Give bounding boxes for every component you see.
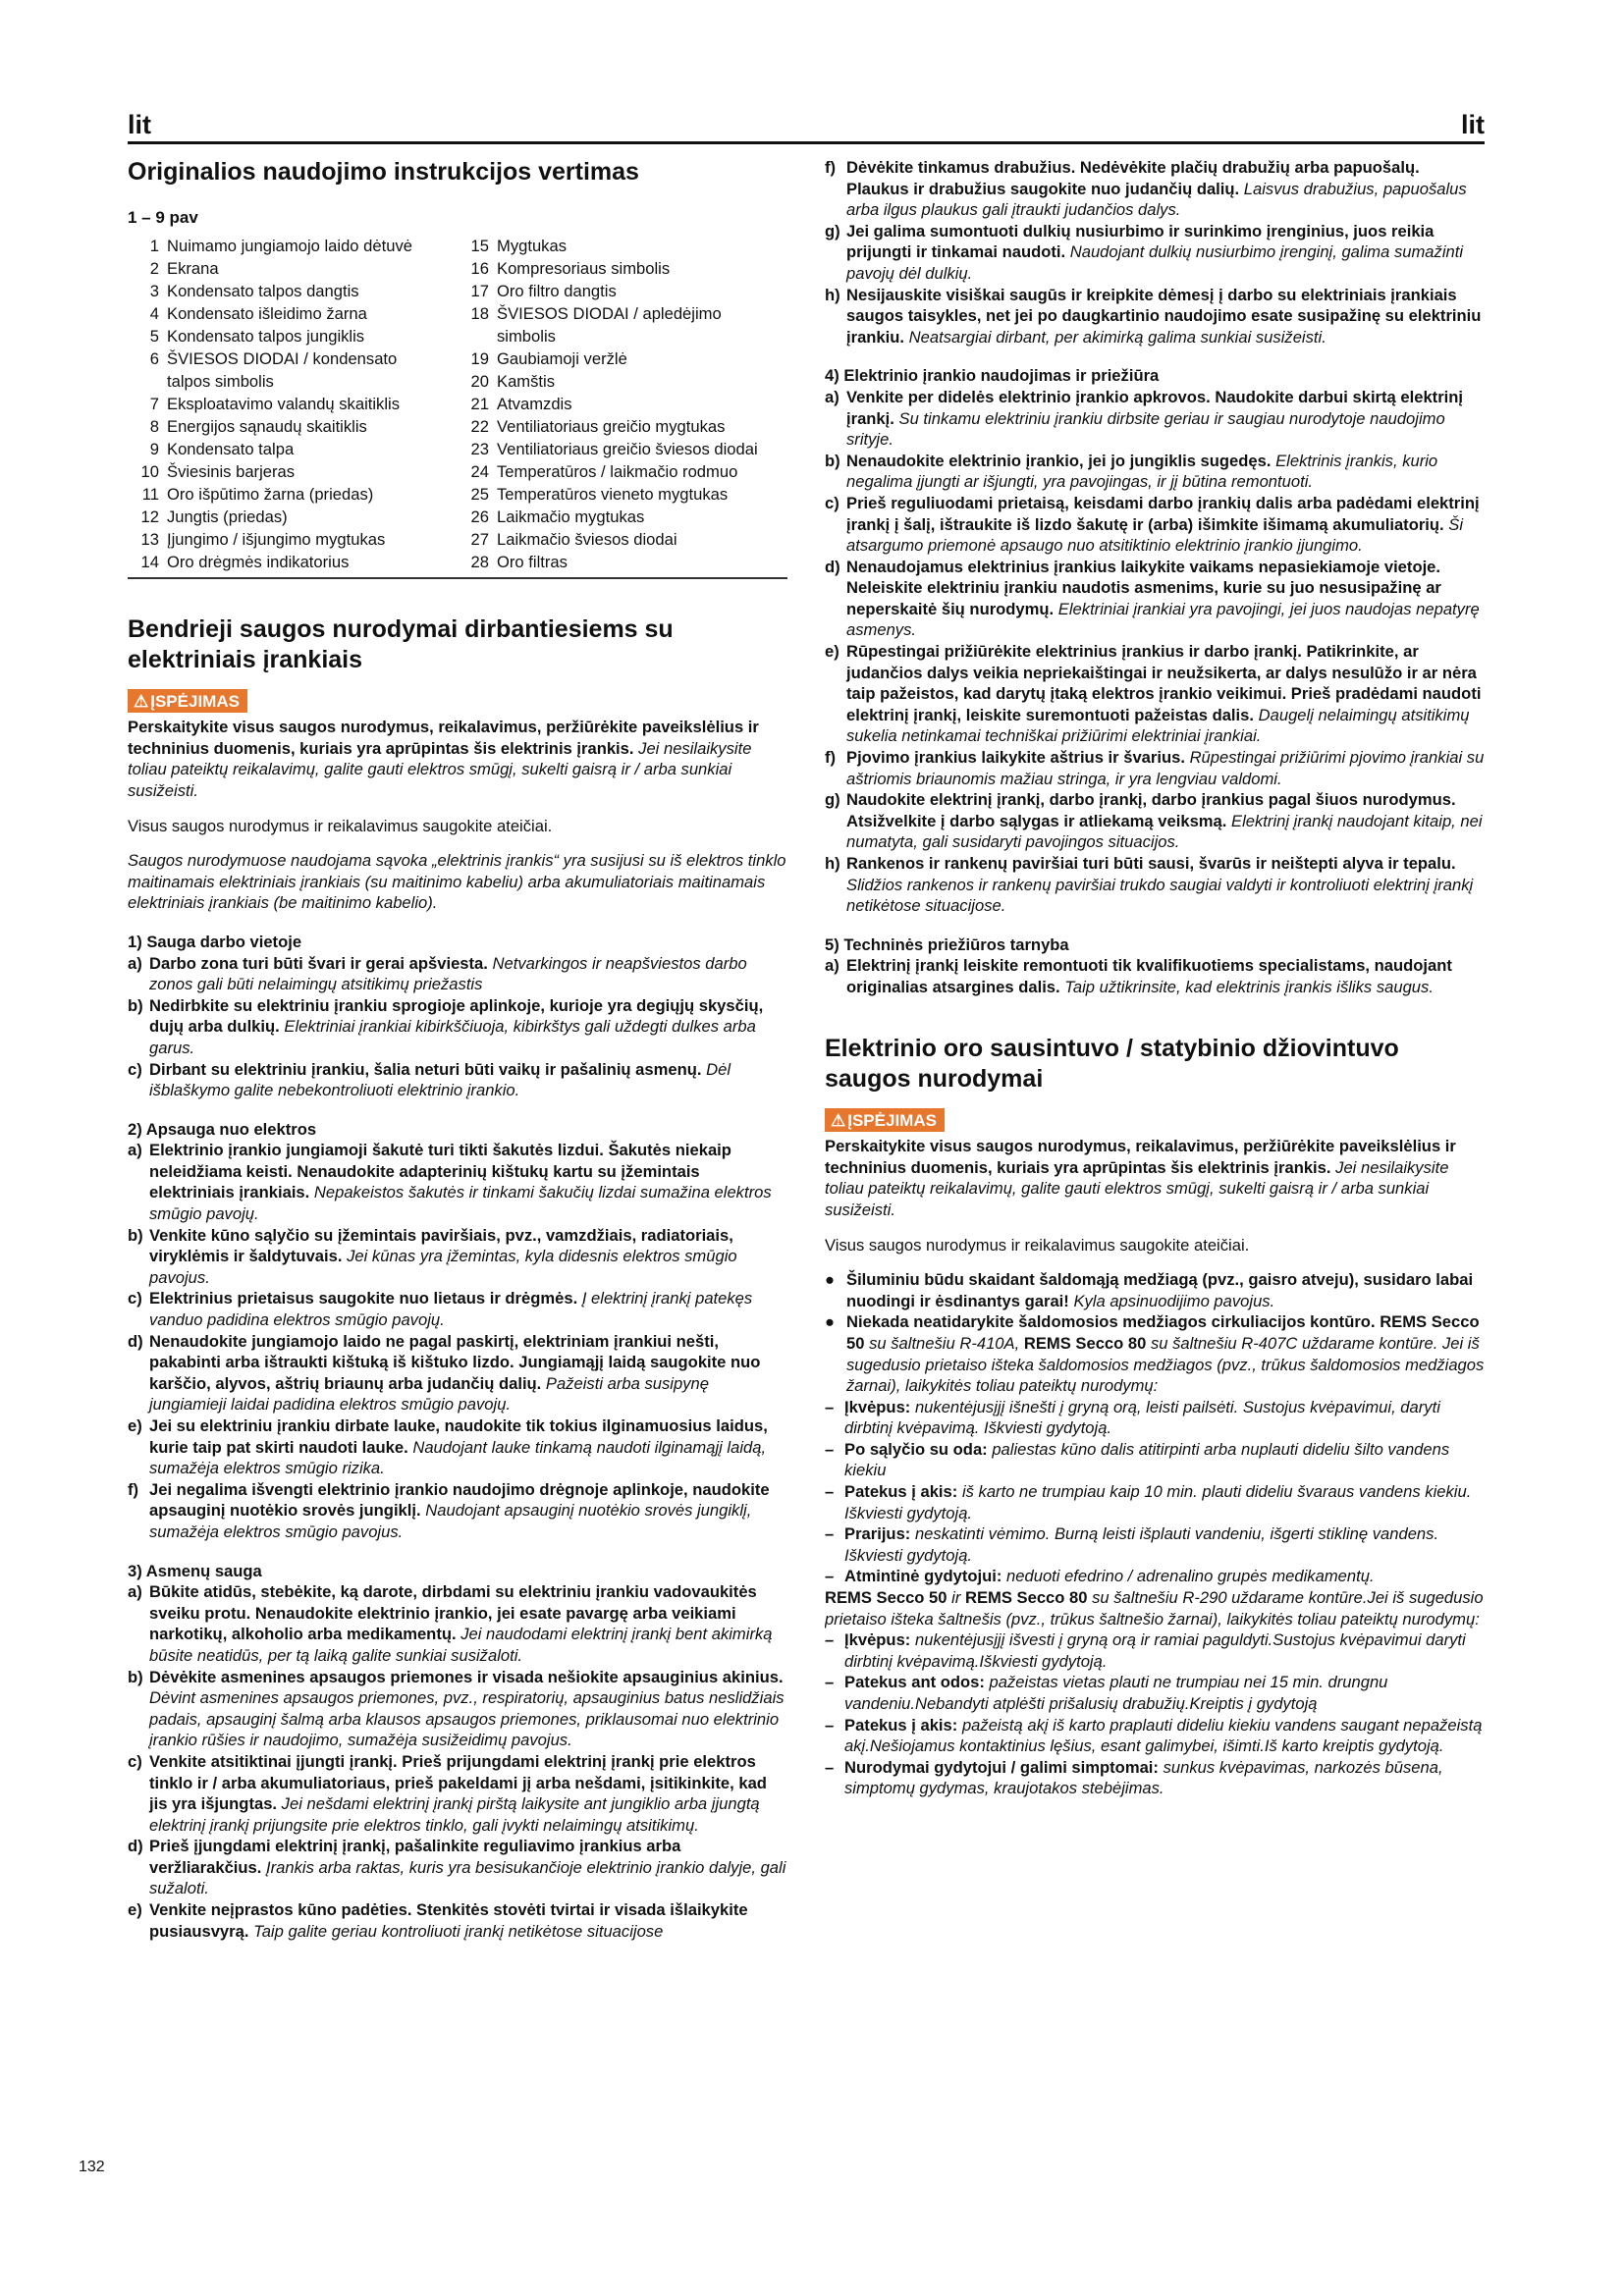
- parts-list-col-2: [458, 235, 787, 573]
- parts-list-item: [458, 551, 787, 573]
- warning-icon: ⚠: [134, 691, 149, 711]
- parts-list-item: [128, 415, 458, 438]
- r290-doctor: – Nurodymai gydytojui / galimi simptomai: sunkus kvėpavimas, narkozės būsena, simptomų gydymas, kraujotakos stebėjimas.: [825, 1757, 1443, 1798]
- parts-list-item: [128, 483, 458, 506]
- item-1c: c) Dirbant su elektriniu įrankiu, šalia neturi būti vaikų ir pašalinių asmenų. Dėl išblaškymo galite nebekontroliuoti elektrinio įrankio.: [128, 1059, 731, 1100]
- parts-list-number: 26: [470, 507, 489, 526]
- item-4f: f) Pjovimo įrankius laikykite aštrius ir švarius. Rūpestingai prižiūrimi pjovimo įrankiai su aštriomis briaunomis mažiau stringa, ir yra lengviau valdomi.: [825, 748, 1485, 788]
- warning-icon: ⚠: [831, 1110, 846, 1130]
- parts-list-number: 17: [470, 281, 489, 300]
- parts-list-item: [128, 506, 458, 528]
- parts-list-number: 15: [470, 236, 489, 255]
- parts-list-label: Įjungimo / išjungimo mygtukas: [167, 529, 386, 549]
- parts-list-item: [458, 280, 787, 302]
- section-4-heading: 4) Elektrinio įrankio naudojimas ir priežiūra: [825, 366, 1160, 386]
- header-lang-left: lit: [128, 110, 151, 139]
- dryer-intro-paragraph: Perskaitykite visus saugos nurodymus, reikalavimus, peržiūrėkite paveikslėlius ir techninius duomenis, kuriais yra aprūpintas šis elektrinis įrankis. Jei nesilaikysite toliau pateiktų reikalavimų, galite gauti elektros smūgį, sukelti gaisrą ir / arba sunkiai susižeisti.: [825, 1137, 1456, 1219]
- parts-list-number: 20: [470, 371, 489, 391]
- item-2f: f) Jei negalima išvengti elektrinio įrankio naudojimo drėgnoje aplinkoje, naudokite apsauginį nuotėkio srovės jungiklį. Naudojant apsauginį nuotėkio srovės jungiklį, sumažėja elektros smūgio pavojus.: [128, 1479, 770, 1541]
- item-4h: h) Rankenos ir rankenų paviršiai turi būti sausi, švarūs ir neištepti alyva ir tepalu. Slidžios rankenos ir rankenų paviršiai trukdo saugiai valdyti ir kontroliuoti elektrinį įrankį netikėtose situacijose.: [825, 854, 1474, 916]
- parts-list-col-1: [128, 235, 458, 573]
- parts-list-number: 13: [140, 529, 159, 549]
- parts-list-item: [458, 483, 787, 506]
- item-3b: b) Dėvėkite asmenines apsaugos priemones ir visada nešiokite apsauginius akinius. Dėvint asmenines apsaugos priemones, pvz., respiratorių, apsauginius batus neslidžiais padais, apsauginį šalmą arba klausos apsaugos priemones, priklausomai nuo elektrinio įrankio rūšies ir naudojimo, sumažėja susižeidimų pavojus.: [128, 1667, 785, 1750]
- parts-list-label: Jungtis (priedas): [167, 507, 288, 526]
- parts-list-number: 1: [149, 236, 159, 255]
- keep-instructions: Visus saugos nurodymus ir reikalavimus saugokite ateičiai.: [128, 816, 553, 835]
- parts-list-label: Oro filtro dangtis: [497, 281, 617, 300]
- parts-list-label: Kondensato talpos jungiklis: [167, 326, 365, 346]
- item-3e: e) Venkite neįprastos kūno padėties. Stenkitės stovėti tvirtai ir visada išlaikykite pusiausvyrą. Taip galite geriau kontroliuoti įrankį netikėtose situacijose: [128, 1900, 748, 1941]
- parts-list-number: 22: [470, 416, 489, 436]
- section-1-heading: 1) Sauga darbo vietoje: [128, 932, 302, 951]
- parts-list-label: Kamštis: [497, 371, 556, 391]
- parts-list-label: Eksploatavimo valandų skaitiklis: [167, 394, 401, 413]
- item-4a: a) Venkite per didelės elektrinio įrankio apkrovos. Naudokite darbui skirtą elektrinį įrankį. Su tinkamu elektriniu įrankiu dirbsite geriau ir saugiau nurodytoje naudojimo srityje.: [825, 387, 1464, 450]
- item-5a: a) Elektrinį įrankį leiskite remontuoti tik kvalifikuotiems specialistams, naudojant originalias atsargines dalis. Taip užtikrinsite, kad elektrinis įrankis išliks saugus.: [825, 956, 1452, 996]
- parts-list-number: 2: [149, 258, 159, 278]
- item-3c: c) Venkite atsitiktinai įjungti įrankį. Prieš prijungdami elektrinį įrankį prie elektros tinklo ir / arba akumuliatoriaus, prieš pakeldami jį arba nešdami, įsitikinkite, kad jis yra išjungtas. Jei nešdami elektrinį įrankį pirštą laikysite ant jungiklio arba įjungtą elektrinį įrankį prijungsite prie elektros tinklo, gali įvykti nelaimingų atsitikimų.: [128, 1751, 767, 1835]
- r290-skin: – Patekus ant odos: pažeistas vietas plauti ne trumpiau nei 15 min. drungnu vandeniu.Nebandyti atplėšti prišalusių drabužių.Kreiptis į gydytoją: [825, 1673, 1388, 1713]
- header-lang-right: lit: [1461, 110, 1485, 139]
- page-number: 132: [79, 2159, 105, 2175]
- aid-doctor: – Atmintinė gydytojui: neduoti efedrino / adrenalino grupės medikamentų.: [825, 1567, 1375, 1586]
- item-4g: g) Naudokite elektrinį įrankį, darbo įrankį, darbo įrankius pagal šiuos nurodymus. Atsižvelkite į darbo sąlygas ir atliekamą veiksmą. Elektrinį įrankį naudojant kitaip, nei numatyta, gali susidaryti pavojingos situacijos.: [825, 790, 1483, 852]
- parts-list: [128, 235, 787, 579]
- parts-list-number: 6: [149, 348, 159, 368]
- safety-title: Bendrieji saugos nurodymai dirbantiesiems su elektriniais įrankiais: [128, 614, 674, 673]
- parts-list-label: Temperatūros / laikmačio rodmuo: [497, 461, 738, 481]
- parts-list-item: [458, 302, 787, 325]
- dryer-safety-title: Elektrinio oro sausintuvo / statybinio džiovintuvo saugos nurodymai: [825, 1034, 1399, 1093]
- parts-list-number: 28: [470, 552, 489, 571]
- item-3f: f) Dėvėkite tinkamus drabužius. Nedėvėkite plačių drabužių arba papuošalų. Plaukus ir drabužius saugokite nuo judančių dalių. Laisvus drabužius, papuošalus arba ilgus plaukus gali įtraukti judančios dalys.: [825, 158, 1467, 220]
- parts-list-label: Temperatūros vieneto mygtukas: [497, 484, 729, 504]
- parts-list-number: [458, 325, 497, 347]
- parts-list-number: 3: [149, 281, 159, 300]
- aid-inhalation: – Įkvėpus: nukentėjusįjį išnešti į gryną orą, leisti pailsėti. Sustojus kvėpavimui, daryti dirbtinį kvėpavimą. Iškviesti gydytoją.: [825, 1397, 1440, 1438]
- item-4d: d) Nenaudojamus elektrinius įrankius laikykite vaikams nepasiekiamoje vietoje. Neleiskite elektriniu įrankiu naudotis asmenims, kurie su juo nesusipažinę ar neperskaitė šių nurodymų. Elektriniai įrankiai yra pavojingi, jei juos naudojas nepatyrę asmenys.: [825, 557, 1480, 640]
- parts-list-number: 21: [470, 394, 489, 413]
- parts-list-label: ŠVIESOS DIODAI / apledėjimo: [497, 303, 722, 323]
- parts-list-number: 14: [140, 552, 159, 571]
- parts-list-item: [458, 438, 787, 460]
- item-2a: a) Elektrinio įrankio jungiamoji šakutė turi tikti šakutės lizdui. Šakutės niekaip neleidžiama keisti. Nenaudokite adapterinių kištukų kartu su įžemintais elektriniais įrankiais. Nepakeistos šakutės ir tinkami šakučių lizdai sumažina elektros smūgio pavojų.: [128, 1141, 772, 1224]
- parts-list-label: Ventiliatoriaus greičio šviesos diodai: [497, 439, 758, 458]
- r290-eyes: – Patekus į akis: pažeistą akį iš karto praplauti dideliu kiekiu vandens saugant nepažeistą akį.Nešiojamus kontaktinius lęšius, esant galimybei, išimti.Iš karto kreiptis gydytoją.: [825, 1715, 1483, 1756]
- item-2d: d) Nenaudokite jungiamojo laido ne pagal paskirtį, elektriniam įrankiui nešti, pakabinti arba ištraukti kištuką iš kištuko lizdo. Jungiamąjį laidą saugokite nuo karščio, alyvos, aštrių briaunų arba judančių dalių. Pažeisti arba susipynę jungiamieji laidai padidina elektros smūgio pavojų.: [128, 1331, 761, 1415]
- warning-badge-2: ⚠ ĮSPĖJIMAS: [825, 1108, 945, 1133]
- intro-paragraph: Perskaitykite visus saugos nurodymus, reikalavimus, peržiūrėkite paveikslėlius ir techninius duomenis, kuriais yra aprūpintas šis elektrinis įrankis. Jei nesilaikysite toliau pateiktų reikalavimų, galite gauti elektros smūgį, sukelti gaisrą ir / arba sunkiai susižeisti.: [128, 718, 759, 800]
- parts-list-item: [128, 257, 458, 280]
- parts-list-item: [128, 235, 458, 257]
- parts-list-number: 9: [149, 439, 159, 458]
- parts-list-number: 4: [149, 303, 159, 323]
- aid-skin: – Po sąlyčio su oda: paliestas kūno dalis atitirpinti arba nuplauti dideliu šilto vandens kiekiu: [825, 1439, 1450, 1480]
- parts-list-label: Ventiliatoriaus greičio mygtukas: [497, 416, 726, 436]
- parts-list-label: Mygtukas: [497, 236, 568, 255]
- parts-list-number: 23: [470, 439, 489, 458]
- parts-list-label: Kompresoriaus simbolis: [497, 258, 671, 278]
- left-column: [128, 157, 787, 1942]
- r290-inhalation: – Įkvėpus: nukentėjusįjį išvesti į gryną orą ir ramiai paguldyti.Sustojus kvėpavimui daryti dirbtinį kvėpavimą.Iškviesti gydytoją.: [825, 1630, 1466, 1671]
- parts-list-item: [458, 506, 787, 528]
- parts-list-label: simbolis: [497, 326, 556, 346]
- parts-list-label: Kondensato talpos dangtis: [167, 281, 359, 300]
- parts-list-label: Nuimamo jungiamojo laido dėtuvė: [167, 236, 412, 255]
- parts-list-number: 7: [149, 394, 159, 413]
- parts-list-item: [458, 370, 787, 393]
- parts-list-item: [458, 460, 787, 483]
- document-title: Originalios naudojimo instrukcijos vertimas: [128, 158, 639, 186]
- parts-list-number: 10: [140, 461, 159, 481]
- parts-list-number: 18: [470, 303, 489, 323]
- term-definition: Saugos nurodymuose naudojama sąvoka „elektrinis įrankis“ yra susijusi su iš elektros tinklo maitinamais elektriniais įrankiais (su maitinimo kabeliu) arba akumuliatoriais maitinamais elektriniais įrankiais (be maitinimo kabelio).: [128, 851, 786, 913]
- parts-list-number: 24: [470, 461, 489, 481]
- parts-list-number: 12: [140, 507, 159, 526]
- item-1b: b) Nedirbkite su elektriniu įrankiu sprogioje aplinkoje, kurioje yra degiųjų skysčių, dujų arba dulkių. Elektriniai įrankiai kibirkščiuoja, kibirkštys gali uždegti dulkes arba garus.: [128, 995, 764, 1057]
- bullet-decomposition: ● Šiluminiu būdu skaidant šaldomąją medžiagą (pvz., gaisro atveju), susidaro labai nuodingi ir ėsdinantys garai! Kyla apsinuodijimo pavojus.: [825, 1270, 1474, 1310]
- parts-list-label: Oro filtras: [497, 552, 568, 571]
- parts-list-item: [128, 393, 458, 415]
- figure-label: 1 – 9 pav: [128, 208, 198, 227]
- item-3h: h) Nesijauskite visiškai saugūs ir kreipkite dėmesį į darbo su elektriniais įrankiais saugos taisykles, net jei po daugkartinio naudojimo esate susipažinę su elektriniu įrankiu. Neatsargiai dirbant, per akimirką galima sunkiai susižeisti.: [825, 285, 1482, 347]
- parts-list-item: [458, 347, 787, 370]
- item-3g: g) Jei galima sumontuoti dulkių nusiurbimo ir surinkimo įrenginius, juos reikia prijungti ir tinkamai naudoti. Naudojant dulkių nusiurbimo įrenginį, galima sumažinti pavojų dėl dulkių.: [825, 221, 1464, 283]
- section-5-heading: 5) Techninės priežiūros tarnyba: [825, 934, 1069, 954]
- item-3d: d) Prieš įjungdami elektrinį įrankį, pašalinkite reguliavimo įrankius arba veržliarakčius. Įrankis arba raktas, kuris yra besisukančioje elektrinio įrankio dalyje, gali sužaloti.: [128, 1837, 786, 1898]
- parts-list-label: Ekrana: [167, 258, 219, 278]
- parts-list-label: Šviesinis barjeras: [167, 461, 296, 481]
- parts-list-number: 5: [149, 326, 159, 346]
- item-2e: e) Jei su elektriniu įrankiu dirbate lauke, naudokite tik tokius ilginamuosius laidus, kurie taip pat skirti naudoti lauke. Naudojant lauke tinkamą naudoti ilginamąjį laidą, sumažėja elektros smūgio rizika.: [128, 1416, 768, 1478]
- parts-list-number: 25: [470, 484, 489, 504]
- section-3-heading: 3) Asmenų sauga: [128, 1561, 262, 1580]
- parts-list-number: 19: [470, 348, 489, 368]
- parts-list-label: Gaubiamoji veržlė: [497, 348, 627, 368]
- aid-swallow: – Prarijus: neskatinti vėmimo. Burną leisti išplauti vandeniu, išgerti stiklinę vandens. Iškviesti gydytoją.: [825, 1524, 1439, 1565]
- parts-list-item: [458, 528, 787, 551]
- parts-list-number: [128, 370, 167, 393]
- parts-list-item: [458, 393, 787, 415]
- parts-list-item: [128, 347, 458, 370]
- item-3a: a) Būkite atidūs, stebėkite, ką darote, dirbdami su elektriniu įrankiu vadovaukitės sveiku protu. Nenaudokite elektrinio įrankio, jei esate pavargę arba veikiami narkotikų, alkoholio arba medikamentų. Jei naudodami elektrinį įrankį bent akimirką būsite neatidūs, per tą laiką galite sunkiai susižaloti.: [128, 1582, 773, 1665]
- parts-list-label: Atvamzdis: [497, 394, 572, 413]
- parts-list-item: [128, 280, 458, 302]
- r290-paragraph: REMS Secco 50 ir REMS Secco 80 su šaltnešiu R-290 uždarame kontūre.Jei iš sugedusio prietaiso išteka šaltnešis (pvz., trūkus šaltnešio žarnai), laikykitės toliau pateiktų nurodymų:: [825, 1588, 1484, 1629]
- parts-list-label: Kondensato išleidimo žarna: [167, 303, 367, 323]
- parts-list-item: [128, 438, 458, 460]
- section-2-heading: 2) Apsauga nuo elektros: [128, 1119, 317, 1139]
- parts-list-label: Energijos sąnaudų skaitiklis: [167, 416, 367, 436]
- parts-list-label: Kondensato talpa: [167, 439, 295, 458]
- parts-list-item: [458, 257, 787, 280]
- parts-list-item: [128, 460, 458, 483]
- parts-list-label: ŠVIESOS DIODAI / kondensato: [167, 348, 398, 368]
- warning-badge: ⚠ ĮSPĖJIMAS: [128, 689, 247, 714]
- item-2b: b) Venkite kūno sąlyčio su įžemintais paviršiais, pvz., vamzdžiais, radiatoriais, viryklėmis ir šaldytuvais. Jei kūnas yra įžemintas, kyla didesnis elektros smūgio pavojus.: [128, 1225, 737, 1287]
- parts-list-number: 8: [149, 416, 159, 436]
- right-column: [825, 157, 1485, 1799]
- item-2c: c) Elektrinius prietaisus saugokite nuo lietaus ir drėgmės. Į elektrinį įrankį patekęs vanduo padidina elektros smūgio pavojų.: [128, 1289, 753, 1330]
- dryer-keep-instructions: Visus saugos nurodymus ir reikalavimus saugokite ateičiai.: [825, 1235, 1250, 1255]
- parts-list-item: [458, 325, 787, 347]
- parts-list-item: [128, 325, 458, 347]
- item-1a: a) Darbo zona turi būti švari ir gerai apšviesta. Netvarkingos ir neapšviestos darbo zonos gali būti nelaimingų atsitikimų priežastis: [128, 953, 747, 994]
- item-4c: c) Prieš reguliuodami prietaisą, keisdami darbo įrankių dalis arba padėdami elektrinį įrankį į šalį, ištraukite iš lizdo šakutę ir (arba) išimkite išimamą akumuliatorių. Ši atsargumo priemonė apsaugo nuo atsitiktinio elektrinio įrankio įjungimo.: [825, 493, 1480, 556]
- parts-list-item: [128, 528, 458, 551]
- parts-list-item: [128, 370, 458, 393]
- bullet-circuit: ● Niekada neatidarykite šaldomosios medžiagos cirkuliacijos kontūro. REMS Secco 50 su šaltnešiu R-410A, REMS Secco 80 su šaltnešiu R-407C uždarame kontūre. Jei iš sugedusio prietaiso išteka šaldomosios medžiagos (pvz., trūkus šaldomosios medžiagos žarnai), laikykitės toliau pateiktų nurodymų:: [825, 1312, 1485, 1396]
- parts-list-label: Oro išpūtimo žarna (priedas): [167, 484, 374, 504]
- parts-list-item: [458, 415, 787, 438]
- parts-list-item: [128, 302, 458, 325]
- parts-list-label: Laikmačio šviesos diodai: [497, 529, 677, 549]
- parts-list-item: [128, 551, 458, 573]
- item-4b: b) Nenaudokite elektrinio įrankio, jei jo jungiklis sugedęs. Elektrinis įrankis, kurio negalima įjungti ar išjungti, yra pavojingas, ir jį būtina remontuoti.: [825, 451, 1438, 492]
- parts-list-label: talpos simbolis: [167, 371, 274, 391]
- parts-list-number: 11: [141, 484, 159, 504]
- parts-list-label: Laikmačio mygtukas: [497, 507, 645, 526]
- parts-list-label: Oro drėgmės indikatorius: [167, 552, 350, 571]
- parts-list-number: 27: [470, 529, 489, 549]
- header-rule: [128, 141, 1485, 144]
- parts-list-item: [458, 235, 787, 257]
- parts-list-number: 16: [470, 258, 489, 278]
- aid-eyes: – Patekus į akis: iš karto ne trumpiau kaip 10 min. plauti dideliu švaraus vandens kiekiu. Iškviesti gydytoją.: [825, 1482, 1472, 1522]
- item-4e: e) Rūpestingai prižiūrėkite elektrinius įrankius ir darbo įrankį. Patikrinkite, ar judančios dalys veikia nepriekaištingai ir neužsikerta, ar dalys nesulūžo ir ar nėra taip pažeistos, kad darytų įtaką elektros įrankio veikimui. Prieš pradėdami naudoti elektrinį įrankį, leiskite suremontuoti pažeistas dalis. Daugelį nelaimingų atsitikimų sukelia netinkamai techniškai prižiūrimi elektriniai įrankiai.: [825, 642, 1482, 746]
